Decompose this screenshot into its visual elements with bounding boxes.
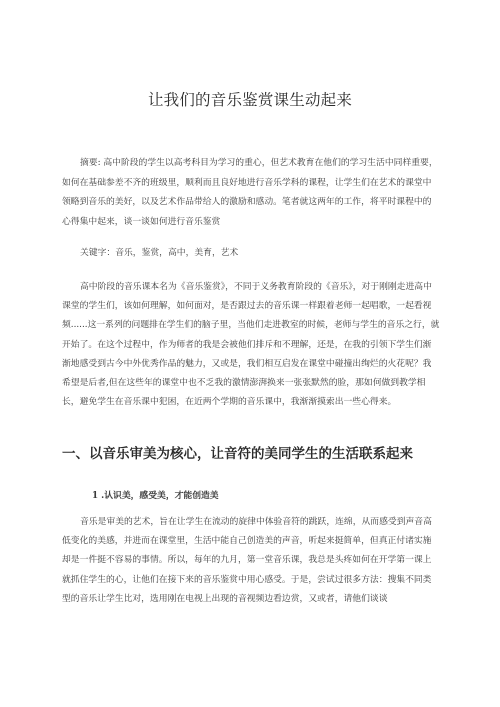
keywords-line: 关键字：音乐，鉴赏，高中，美育，艺术 <box>80 248 239 258</box>
section-1-heading: 一、以音乐审美为核心，让音符的美同学生的生活联系起来 <box>62 446 413 462</box>
section-1-paragraph: 音乐是审美的艺术，旨在让学生在流动的旋律中体验音符的跳跃，连绵，从而感受到声音高低变化的美感，并进而在课堂里，生活中能自己创造美的声音，听起来挺简单，但真正付诸实施却是一件挺不容易的事情。所以，每年的九月，第一堂音乐课，我总是头疼如何在开学第一课上就抓住学生的心，让他们在接下来的音乐鉴赏中用心感受。于是，尝试过很多方法：搜集不同类型的音乐让学生比对，选用刚在电视上出现的音视频边看边赏，又或者，请他们谈谈 <box>62 517 432 604</box>
abstract-paragraph: 摘要: 高中阶段的学生以高考科目为学习的重心，但艺术教育在他们的学习生活中同样重要，如何在基础参差不齐的班级里，顺利而且良好地进行音乐学科的课程，让学生们在艺术的课堂中领略到音乐的美好，以及艺术作品带给人的激励和感动。笔者就这两年的工作，将平时课程中的心得集中起来，谈一谈如何进行音乐鉴赏 <box>62 158 438 227</box>
document-title: 让我们的音乐鉴赏课生动起来 <box>147 91 353 109</box>
subsection-1-heading: 1 .认识美，感受美，才能创造美 <box>92 491 219 501</box>
intro-paragraph: 高中阶段的音乐课本名为《音乐鉴赏》，不同于义务教育阶段的《音乐》，对于刚刚走进高中课堂的学生们，该如何理解，如何面对，是否跟过去的音乐课一样跟着老师一起唱歌，一起看视频......这一系列的问题排在学生们的脑子里，当他们走进教室的时候，老师与学生的音乐之行，就开始了。在这个过程中，作为师者的我是会被他们排斥和不理解，还是，在我的引领下学生们渐渐地感受到古今中外优秀作品的魅力，又或是，我们相互启发在课堂中碰撞出绚烂的火花呢？我希望是后者,但在这些年的课堂中也不乏我的激情澎湃换来一张张默然的脸，那如何做到教学相长，避免学生在音乐课中犯困，在近两个学期的音乐课中，我渐渐摸索出一些心得来。 <box>62 282 440 408</box>
